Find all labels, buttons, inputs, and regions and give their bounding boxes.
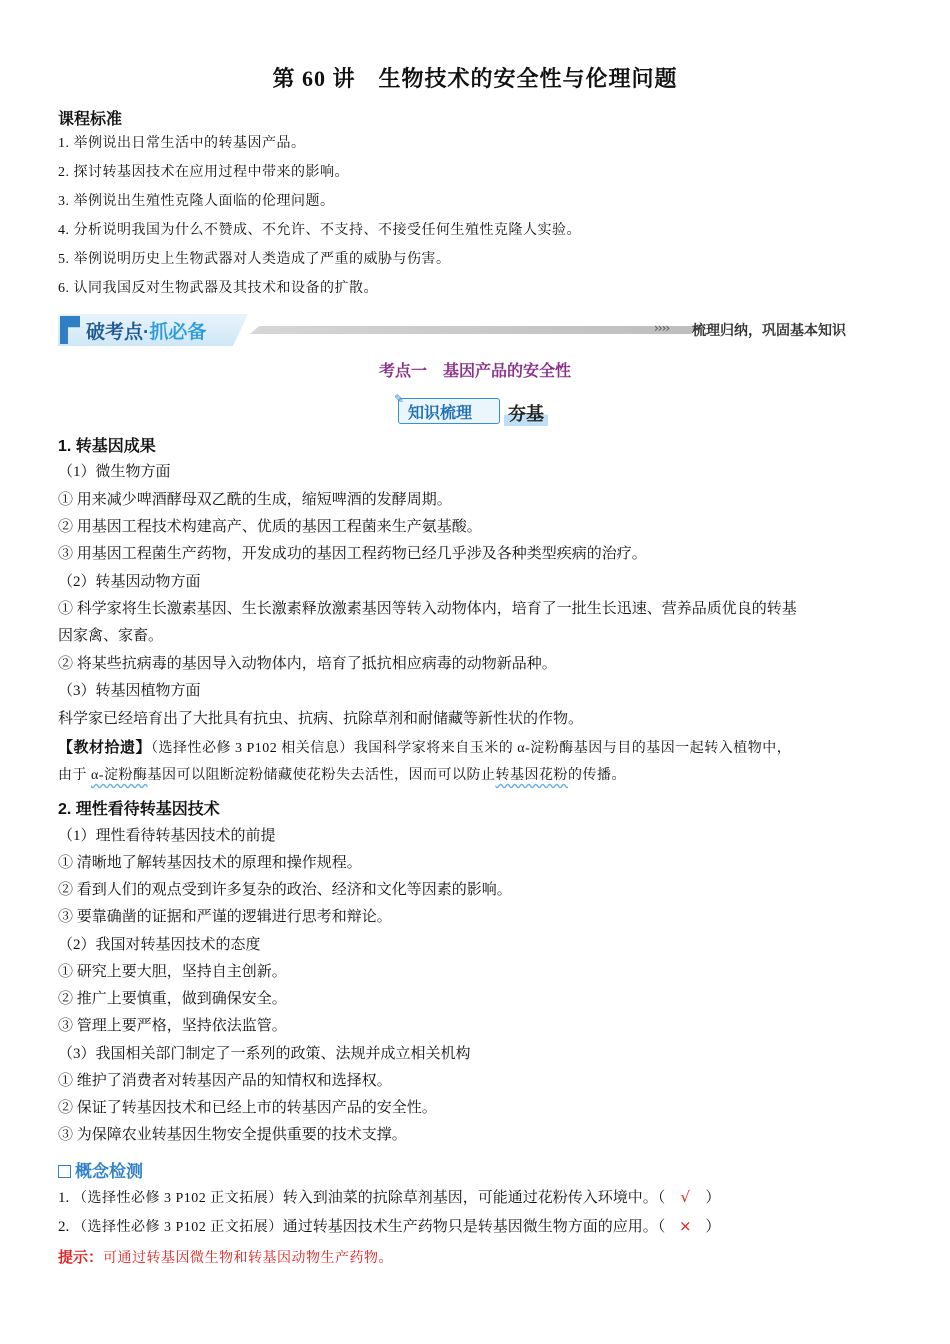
q2-close-paren: ） <box>705 1219 721 1235</box>
standard-item-6: 6. 认同我国反对生物武器及其技术和设备的扩散。 <box>58 281 378 296</box>
note-line2-mid: 基因可以阻断淀粉储藏使花粉失去活性，因而可以防止 <box>147 768 496 783</box>
section-title: 考点一 基因产品的安全性 <box>378 363 571 380</box>
hint-label: 提示： <box>58 1249 104 1266</box>
part2-s2: （2）我国对转基因技术的态度 <box>58 937 261 953</box>
q1-source: （选择性必修 3 P102 正文拓展） <box>73 1191 283 1206</box>
standard-item-4: 4. 分析说明我国为什么不赞成、不允许、不支持、不接受任何生殖性克隆人实验。 <box>58 223 581 238</box>
part1-s1-item-2: ② 用基因工程技术构建高产、优质的基因工程菌来生产氨基酸。 <box>58 519 482 535</box>
q2-source: （选择性必修 3 P102 正文拓展） <box>73 1220 283 1235</box>
note-wavy-term-1: α-淀粉酶 <box>91 768 148 783</box>
hint-text: 可通过转基因微生物和转基因动物生产药物。 <box>103 1251 394 1266</box>
pencil-icon: ✎ <box>394 392 405 406</box>
part1-s1: （1）微生物方面 <box>58 464 171 480</box>
part1-s2: （2）转基因动物方面 <box>58 574 201 590</box>
part2-s3-item-2: ② 保证了转基因技术和已经上市的转基因产品的安全性。 <box>58 1100 437 1116</box>
banner-tagline: 梳理归纳，巩固基本知识 <box>692 322 846 338</box>
hint <box>58 1246 393 1269</box>
question-2 <box>58 1216 720 1238</box>
standard-item-1: 1. 举例说出日常生活中的转基因产品。 <box>58 136 306 151</box>
part2-s2-item-3: ③ 管理上要严格，坚持依法监管。 <box>58 1018 287 1034</box>
part1-s2-item-2: ② 将某些抗病毒的基因导入动物体内，培育了抵抗相应病毒的动物新品种。 <box>58 656 557 672</box>
part2-s3: （3）我国相关部门制定了一系列的政策、法规并成立相关机构 <box>58 1046 471 1062</box>
standards-heading: 课程标准 <box>58 111 123 128</box>
part1-s1-item-1: ① 用来减少啤酒酵母双乙酰的生成，缩短啤酒的发酵周期。 <box>58 492 452 508</box>
part1-heading <box>58 433 156 456</box>
standard-item-5: 5. 举例说明历史上生物武器对人类造成了严重的威胁与伤害。 <box>58 252 451 267</box>
section-banner <box>58 312 858 348</box>
part1-s2-item-1-line-2: 因家禽、家畜。 <box>58 628 164 644</box>
part1-heading-text: . 转基因成果 <box>66 438 156 455</box>
textbook-note-line-1 <box>58 738 791 759</box>
q1-check-mark: √ <box>680 1188 691 1206</box>
q1-close-paren: ） <box>705 1190 721 1206</box>
part2-s3-item-3: ③ 为保障农业转基因生物安全提供重要的技术支撑。 <box>58 1127 407 1143</box>
chevrons-right-icon: ›››› <box>654 321 670 335</box>
question-1 <box>58 1187 720 1209</box>
page-title: 第 60 讲 生物技术的安全性与伦理问题 <box>272 66 678 91</box>
banner-label-b: 抓必备 <box>149 322 207 343</box>
textbook-note-label: 【教材拾遗】 <box>58 739 152 756</box>
standard-item-3: 3. 举例说出生殖性克隆人面临的伦理问题。 <box>58 194 335 209</box>
knowledge-box-label: 知识梳理 <box>408 405 473 422</box>
concept-check-heading <box>58 1157 143 1182</box>
part1-s2-item-1-line-1: ① 科学家将生长激素基因、生长激素释放激素基因等转入动物体内，培育了一批生长迅速、营养品质优良的转基 <box>58 601 797 617</box>
banner-title <box>86 317 206 344</box>
part1-heading-num: 1 <box>58 438 67 455</box>
part1-s3: （3）转基因植物方面 <box>58 683 201 699</box>
textbook-note-line-2 <box>58 766 626 786</box>
concept-check-label: 概念检测 <box>75 1162 143 1181</box>
textbook-note-text-1: 我国科学家将来自玉米的 α-淀粉酶基因与目的基因一起转入植物中， <box>353 741 792 756</box>
part2-s2-item-2: ② 推广上要慎重，做到确保安全。 <box>58 991 287 1007</box>
q2-text: 通过转基因技术生产药物只是转基因微生物方面的应用。（ <box>282 1219 666 1235</box>
part2-heading-text: . 理性看待转基因技术 <box>66 801 220 818</box>
note-wavy-term-2: 转基因花粉 <box>495 768 568 783</box>
standard-item-2: 2. 探讨转基因技术在应用过程中带来的影响。 <box>58 165 349 180</box>
checkbox-icon <box>58 1165 71 1178</box>
textbook-note-source: （选择性必修 3 P102 相关信息） <box>151 741 354 756</box>
part2-s3-item-1: ① 维护了消费者对转基因产品的知情权和选择权。 <box>58 1073 392 1089</box>
banner-dot: · <box>143 322 150 343</box>
part1-s1-item-3: ③ 用基因工程菌生产药物，开发成功的基因工程药物已经几乎涉及各种类型疾病的治疗。 <box>58 546 647 562</box>
q1-text: 转入到油菜的抗除草剂基因，可能通过花粉传入环境中。（ <box>282 1190 666 1206</box>
knowledge-box-sub: 夯基 <box>504 400 548 426</box>
part2-s1-item-2: ② 看到人们的观点受到许多复杂的政治、经济和文化等因素的影响。 <box>58 882 512 898</box>
q2-cross-mark: × <box>679 1217 692 1235</box>
part2-s1-item-1: ① 清晰地了解转基因技术的原理和操作规程。 <box>58 855 362 871</box>
part2-s1: （1）理性看待转基因技术的前提 <box>58 828 276 844</box>
note-line2-post: 的传播。 <box>568 768 626 783</box>
banner-bar <box>250 326 700 334</box>
banner-label-a: 破考点 <box>86 322 144 343</box>
part2-heading-num: 2 <box>58 801 67 818</box>
q2-number: 2. <box>58 1219 73 1235</box>
part2-heading <box>58 796 220 819</box>
part2-s1-item-3: ③ 要靠确凿的证据和严谨的逻辑进行思考和辩论。 <box>58 909 392 925</box>
part2-s2-item-1: ① 研究上要大胆，坚持自主创新。 <box>58 964 287 980</box>
part1-s3-text: 科学家已经培育出了大批具有抗虫、抗病、抗除草剂和耐储藏等新性状的作物。 <box>58 711 584 727</box>
note-line2-pre: 由于 <box>58 768 91 783</box>
q1-number: 1. <box>58 1190 73 1206</box>
